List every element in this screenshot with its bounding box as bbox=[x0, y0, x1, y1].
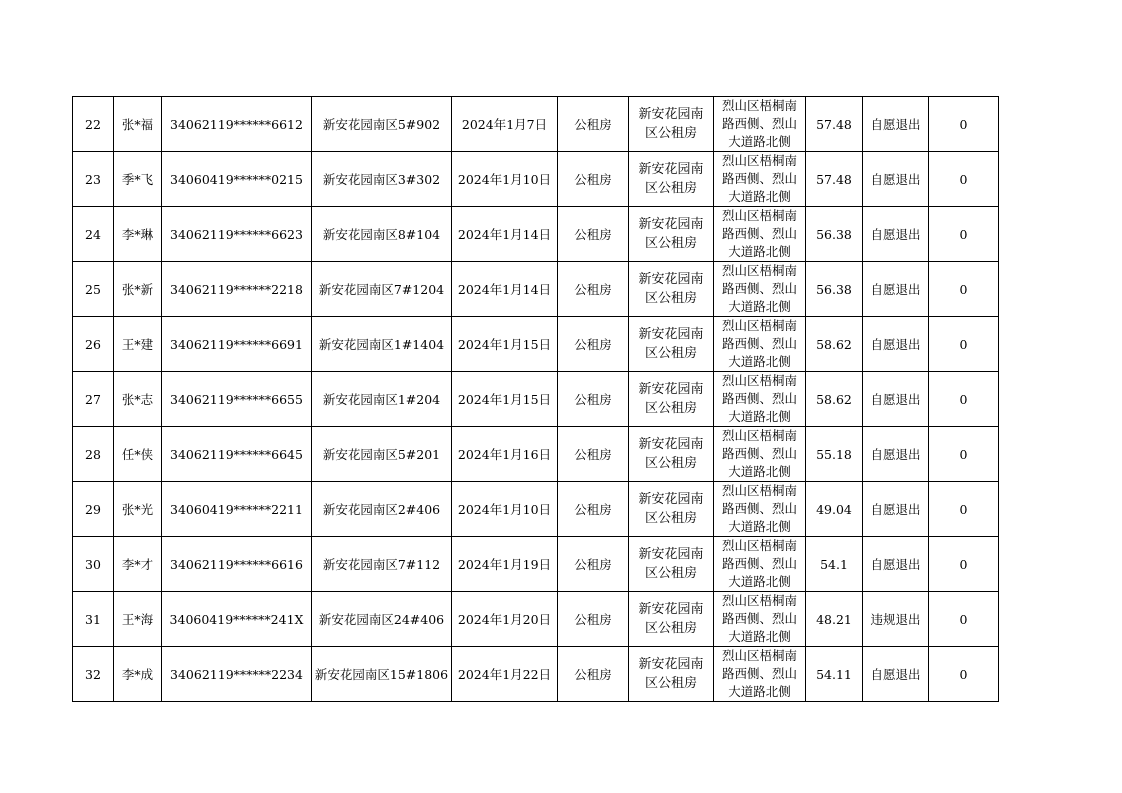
unit-cell: 新安花园南区24#406 bbox=[312, 592, 452, 647]
housing-type-cell: 公租房 bbox=[558, 97, 629, 152]
exit-date-cell: 2024年1月14日 bbox=[452, 207, 558, 262]
id-number-cell: 34062119******6645 bbox=[162, 427, 312, 482]
amount-cell: 0 bbox=[929, 592, 999, 647]
project-cell: 新安花园南区公租房 bbox=[629, 537, 714, 592]
table-row bbox=[73, 317, 999, 372]
id-number-cell: 34062119******6623 bbox=[162, 207, 312, 262]
unit-cell: 新安花园南区1#1404 bbox=[312, 317, 452, 372]
table-row bbox=[73, 152, 999, 207]
project-cell: 新安花园南区公租房 bbox=[629, 647, 714, 702]
housing-type-cell: 公租房 bbox=[558, 317, 629, 372]
name-cell: 李*琳 bbox=[114, 207, 162, 262]
location-cell: 烈山区梧桐南路西侧、烈山大道路北侧 bbox=[714, 97, 806, 152]
id-number-cell: 34062119******6616 bbox=[162, 537, 312, 592]
area-cell: 54.1 bbox=[806, 537, 863, 592]
area-cell: 56.38 bbox=[806, 262, 863, 317]
project-cell: 新安花园南区公租房 bbox=[629, 207, 714, 262]
name-cell: 张*福 bbox=[114, 97, 162, 152]
housing-exit-table bbox=[72, 96, 999, 702]
amount-cell: 0 bbox=[929, 647, 999, 702]
project-cell: 新安花园南区公租房 bbox=[629, 427, 714, 482]
row-number-cell: 27 bbox=[73, 372, 114, 427]
project-cell: 新安花园南区公租房 bbox=[629, 592, 714, 647]
housing-type-cell: 公租房 bbox=[558, 372, 629, 427]
exit-reason-cell: 自愿退出 bbox=[863, 427, 929, 482]
name-cell: 任*侠 bbox=[114, 427, 162, 482]
housing-type-cell: 公租房 bbox=[558, 207, 629, 262]
exit-reason-cell: 自愿退出 bbox=[863, 537, 929, 592]
amount-cell: 0 bbox=[929, 427, 999, 482]
id-number-cell: 34062119******6691 bbox=[162, 317, 312, 372]
amount-cell: 0 bbox=[929, 317, 999, 372]
table-row bbox=[73, 647, 999, 702]
unit-cell: 新安花园南区7#1204 bbox=[312, 262, 452, 317]
unit-cell: 新安花园南区5#201 bbox=[312, 427, 452, 482]
row-number-cell: 24 bbox=[73, 207, 114, 262]
project-cell: 新安花园南区公租房 bbox=[629, 317, 714, 372]
table-row bbox=[73, 207, 999, 262]
exit-date-cell: 2024年1月16日 bbox=[452, 427, 558, 482]
exit-reason-cell: 自愿退出 bbox=[863, 207, 929, 262]
unit-cell: 新安花园南区7#112 bbox=[312, 537, 452, 592]
exit-date-cell: 2024年1月10日 bbox=[452, 482, 558, 537]
id-number-cell: 34062119******6655 bbox=[162, 372, 312, 427]
unit-cell: 新安花园南区1#204 bbox=[312, 372, 452, 427]
housing-type-cell: 公租房 bbox=[558, 152, 629, 207]
housing-type-cell: 公租房 bbox=[558, 592, 629, 647]
location-cell: 烈山区梧桐南路西侧、烈山大道路北侧 bbox=[714, 592, 806, 647]
unit-cell: 新安花园南区5#902 bbox=[312, 97, 452, 152]
area-cell: 55.18 bbox=[806, 427, 863, 482]
row-number-cell: 29 bbox=[73, 482, 114, 537]
area-cell: 58.62 bbox=[806, 317, 863, 372]
area-cell: 54.11 bbox=[806, 647, 863, 702]
id-number-cell: 34062119******2234 bbox=[162, 647, 312, 702]
exit-date-cell: 2024年1月20日 bbox=[452, 592, 558, 647]
area-cell: 58.62 bbox=[806, 372, 863, 427]
location-cell: 烈山区梧桐南路西侧、烈山大道路北侧 bbox=[714, 152, 806, 207]
name-cell: 王*建 bbox=[114, 317, 162, 372]
project-cell: 新安花园南区公租房 bbox=[629, 262, 714, 317]
exit-date-cell: 2024年1月15日 bbox=[452, 317, 558, 372]
row-number-cell: 30 bbox=[73, 537, 114, 592]
housing-type-cell: 公租房 bbox=[558, 647, 629, 702]
table-row bbox=[73, 427, 999, 482]
amount-cell: 0 bbox=[929, 262, 999, 317]
row-number-cell: 26 bbox=[73, 317, 114, 372]
exit-reason-cell: 自愿退出 bbox=[863, 482, 929, 537]
location-cell: 烈山区梧桐南路西侧、烈山大道路北侧 bbox=[714, 262, 806, 317]
table-row bbox=[73, 262, 999, 317]
area-cell: 57.48 bbox=[806, 97, 863, 152]
id-number-cell: 34060419******2211 bbox=[162, 482, 312, 537]
location-cell: 烈山区梧桐南路西侧、烈山大道路北侧 bbox=[714, 647, 806, 702]
unit-cell: 新安花园南区15#1806 bbox=[312, 647, 452, 702]
amount-cell: 0 bbox=[929, 482, 999, 537]
location-cell: 烈山区梧桐南路西侧、烈山大道路北侧 bbox=[714, 372, 806, 427]
project-cell: 新安花园南区公租房 bbox=[629, 482, 714, 537]
project-cell: 新安花园南区公租房 bbox=[629, 152, 714, 207]
row-number-cell: 32 bbox=[73, 647, 114, 702]
table-row bbox=[73, 537, 999, 592]
exit-reason-cell: 自愿退出 bbox=[863, 647, 929, 702]
amount-cell: 0 bbox=[929, 372, 999, 427]
table-body bbox=[73, 97, 999, 702]
exit-date-cell: 2024年1月19日 bbox=[452, 537, 558, 592]
project-cell: 新安花园南区公租房 bbox=[629, 372, 714, 427]
project-cell: 新安花园南区公租房 bbox=[629, 97, 714, 152]
location-cell: 烈山区梧桐南路西侧、烈山大道路北侧 bbox=[714, 317, 806, 372]
name-cell: 李*才 bbox=[114, 537, 162, 592]
area-cell: 49.04 bbox=[806, 482, 863, 537]
name-cell: 张*志 bbox=[114, 372, 162, 427]
amount-cell: 0 bbox=[929, 537, 999, 592]
amount-cell: 0 bbox=[929, 97, 999, 152]
amount-cell: 0 bbox=[929, 152, 999, 207]
area-cell: 57.48 bbox=[806, 152, 863, 207]
housing-type-cell: 公租房 bbox=[558, 262, 629, 317]
row-number-cell: 28 bbox=[73, 427, 114, 482]
row-number-cell: 23 bbox=[73, 152, 114, 207]
table-row bbox=[73, 592, 999, 647]
exit-date-cell: 2024年1月14日 bbox=[452, 262, 558, 317]
location-cell: 烈山区梧桐南路西侧、烈山大道路北侧 bbox=[714, 207, 806, 262]
location-cell: 烈山区梧桐南路西侧、烈山大道路北侧 bbox=[714, 482, 806, 537]
row-number-cell: 22 bbox=[73, 97, 114, 152]
table-row bbox=[73, 97, 999, 152]
name-cell: 季*飞 bbox=[114, 152, 162, 207]
unit-cell: 新安花园南区2#406 bbox=[312, 482, 452, 537]
amount-cell: 0 bbox=[929, 207, 999, 262]
exit-reason-cell: 自愿退出 bbox=[863, 152, 929, 207]
row-number-cell: 31 bbox=[73, 592, 114, 647]
housing-type-cell: 公租房 bbox=[558, 537, 629, 592]
exit-date-cell: 2024年1月10日 bbox=[452, 152, 558, 207]
row-number-cell: 25 bbox=[73, 262, 114, 317]
table-row bbox=[73, 482, 999, 537]
area-cell: 48.21 bbox=[806, 592, 863, 647]
exit-reason-cell: 自愿退出 bbox=[863, 262, 929, 317]
exit-reason-cell: 自愿退出 bbox=[863, 97, 929, 152]
exit-date-cell: 2024年1月22日 bbox=[452, 647, 558, 702]
name-cell: 李*成 bbox=[114, 647, 162, 702]
exit-date-cell: 2024年1月15日 bbox=[452, 372, 558, 427]
table-row bbox=[73, 372, 999, 427]
location-cell: 烈山区梧桐南路西侧、烈山大道路北侧 bbox=[714, 427, 806, 482]
housing-type-cell: 公租房 bbox=[558, 482, 629, 537]
id-number-cell: 34062119******6612 bbox=[162, 97, 312, 152]
name-cell: 张*光 bbox=[114, 482, 162, 537]
id-number-cell: 34060419******241X bbox=[162, 592, 312, 647]
id-number-cell: 34062119******2218 bbox=[162, 262, 312, 317]
name-cell: 张*新 bbox=[114, 262, 162, 317]
exit-date-cell: 2024年1月7日 bbox=[452, 97, 558, 152]
name-cell: 王*海 bbox=[114, 592, 162, 647]
id-number-cell: 34060419******0215 bbox=[162, 152, 312, 207]
unit-cell: 新安花园南区8#104 bbox=[312, 207, 452, 262]
exit-reason-cell: 自愿退出 bbox=[863, 372, 929, 427]
housing-type-cell: 公租房 bbox=[558, 427, 629, 482]
unit-cell: 新安花园南区3#302 bbox=[312, 152, 452, 207]
exit-reason-cell: 违规退出 bbox=[863, 592, 929, 647]
exit-reason-cell: 自愿退出 bbox=[863, 317, 929, 372]
location-cell: 烈山区梧桐南路西侧、烈山大道路北侧 bbox=[714, 537, 806, 592]
area-cell: 56.38 bbox=[806, 207, 863, 262]
